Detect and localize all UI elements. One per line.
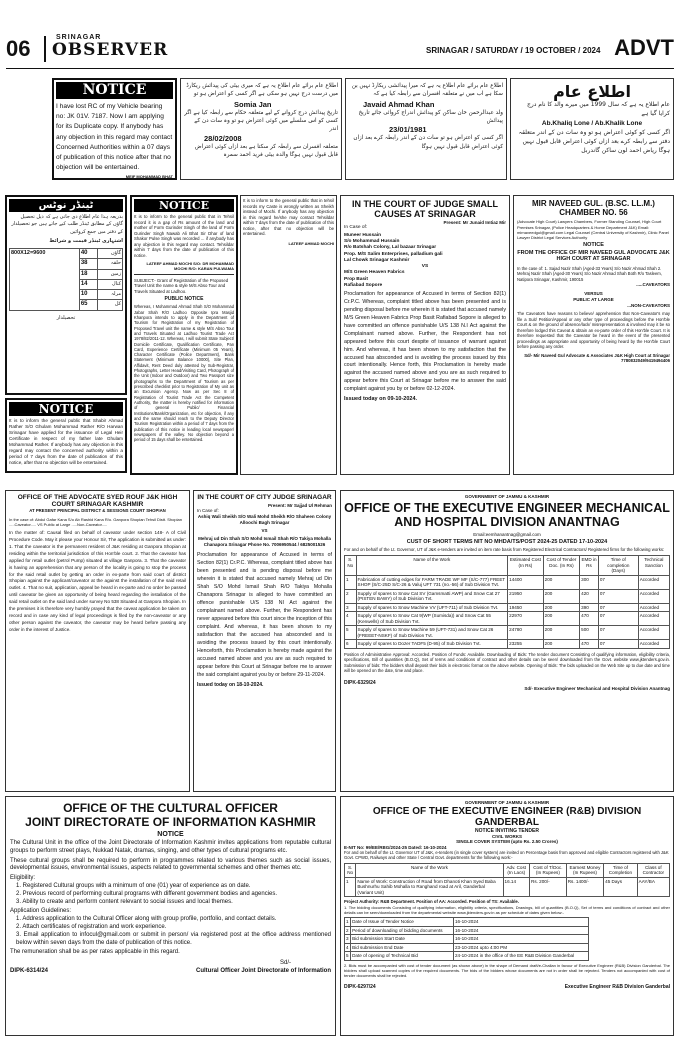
table-cell: 24-10-2024 in the office of the EE R&B Division Ganderbal bbox=[453, 952, 588, 961]
table-cell: 6 bbox=[345, 640, 357, 649]
table-row bbox=[345, 918, 589, 927]
table-cell: Supply of spares to Snow Machine VV (UFT-711) of Sub Division Tvt. bbox=[356, 603, 508, 612]
application-item: 1. Address application to the Cultural Officer along with group profile, portfolio, and contact details. bbox=[16, 916, 277, 923]
table-row bbox=[345, 603, 670, 612]
court-issued: Issued today on 18-10-2024. bbox=[197, 681, 264, 688]
cultural-footer bbox=[10, 968, 331, 974]
tender-ganderbal bbox=[340, 796, 674, 1036]
table-cell: Rs. 200/- bbox=[530, 877, 567, 897]
case-label: In Case of: bbox=[197, 508, 219, 514]
table-row bbox=[345, 640, 670, 649]
table-cell: Bid submission Start Date bbox=[351, 935, 454, 944]
tender-misc: Project Authority: R&B Department. Position of AA: Accorded. Position of TS: Available. bbox=[344, 899, 519, 905]
table-cell: Fabrication of cutting edges for FARM TRADE WF MF (S/C-777) FREET SHOP (S/C-25D S/C-26 & Valuj UFT 731 (no.-56) of Sub Division Tvt. bbox=[356, 575, 508, 589]
advocate-shopian bbox=[5, 490, 190, 792]
table-cell: Name of Work: Construction of Road from Dhanoti Khan Syed Baba Bushnurhu Sahib Mohalla to Ranghand road at Aril, Ganderbal (Variant Unit) bbox=[356, 877, 503, 897]
tender-value: 14 bbox=[79, 279, 97, 289]
tender-intro: For and on behalf of the Lt. Governor, UT of J&K e-tenders are invited on item rate basis from Registered Electrical Contractors/ Registered firms for the following works: bbox=[344, 546, 665, 552]
urdu-text: اگر کسی کو کوئی اعتراض ہو تو وہ سات دن کے اندر متعلقہ دفتر سے رابطہ کرے بعد ازاں کوئی اعتراض قابل قبول نہیں ہوگا ریاض احمد لون ساکن گاندربل bbox=[518, 129, 670, 154]
tender-table bbox=[344, 863, 670, 898]
table-cell: 07 bbox=[598, 626, 638, 640]
table-header: Cost of T/Doc. (In Rupees) bbox=[530, 863, 567, 877]
cultural-heading: NOTICE bbox=[157, 831, 184, 838]
versus-label: VS bbox=[421, 264, 429, 270]
tender-nit: CUST OF SHORT TERMS NIT NO MHDA/TS/POST 2024-25 DATED 17-10-2024 bbox=[406, 538, 608, 545]
tender-table bbox=[344, 555, 670, 649]
urdu-text: بذریعہ ہذا عام اطلاع دی جاتی ہے کہ ذیل تحصیل گاؤں کے مطابق ٹینڈر طلب کیے جاتے ہیں جو تحصیلدار کے دفتر میں جمع کروائیں bbox=[11, 214, 123, 235]
party2-name: M/S Green Heaven Fabrics bbox=[344, 270, 405, 276]
tender-label: مرلہ bbox=[97, 290, 122, 300]
public-notice-heading: PUBLIC NOTICE bbox=[164, 296, 204, 303]
tender-footer bbox=[344, 984, 670, 990]
tender-label: کل bbox=[97, 300, 122, 310]
table-cell: 420 bbox=[580, 589, 599, 603]
party1-name: Ashiq Wali Sheikh S/O Wali Mohd Sheikh R/O Shaheen Colony Alloochi Bagh Srinagar bbox=[197, 514, 332, 526]
gov-label: GOVERNMENT OF JAMMU & KASHMIR bbox=[464, 800, 550, 805]
notice-title: NOTICE bbox=[56, 82, 173, 99]
section-label: ADVT bbox=[614, 35, 674, 60]
court-present: Present: Mr Junaid Imtiaz Mir bbox=[443, 219, 506, 225]
table-cell: Accorded bbox=[638, 603, 669, 612]
party2-prop: Prop Basit bbox=[344, 276, 368, 282]
urdu-notice-khaliq bbox=[510, 78, 674, 180]
party2-address: Rafiabad Sopore bbox=[344, 282, 383, 288]
table-cell: 470 bbox=[580, 612, 599, 626]
table-row bbox=[345, 935, 589, 944]
court-body: Proclamation for appearance of Accused in terms of Section 82(1) Cr.P.C. Whereas, complaint titled above has been presented and is pending disposal before me wherein it is stated that accused namely Mehraj ud Din Shah S/O Mohd Ismail Shah R/O Takiya Mohalla Chanapora Srinagar is alleged to have committed an offence punishable U/S 138 NI Act against the complainant named above. Further, the Respondent has never appeared before this court since the inception of this complaint. And whereas, it has been shown to my satisfaction that the accused has absconded and is avoiding the process issued by this court intentionally. Henceforth, this Proclamation is hereby made against the accused named above and you are as such required to appear before this Court at Srinagar before me to answer the said complaint against you by or before 29-11-2024. bbox=[197, 551, 332, 679]
table-row bbox=[345, 877, 670, 897]
table-header: Technical Sanction bbox=[638, 556, 669, 576]
urdu-notice-somia bbox=[180, 78, 342, 180]
urdu-text: اشتہاری ٹینڈر قیمت و شرائط bbox=[49, 237, 123, 244]
masthead bbox=[6, 32, 674, 68]
table-cell: 470 bbox=[580, 640, 599, 649]
urdu-name: Javaid Ahmad Khan bbox=[363, 100, 435, 110]
caveat-parties: In the case of: 1. Sajad Nazir Shah (Aged-33 Years) S/o Nazir Ahmad Shah 2. Mehraj Nazir Shah (Aged-30 Years) S/o Nazir Ahmad Shah Both R/o Tasleem, Natipora Srinagar, Kashmir, 190015 bbox=[517, 265, 662, 282]
table-cell: 21950 bbox=[508, 589, 544, 603]
cultural-sd: Sd/- bbox=[279, 960, 291, 967]
advocate-office: FROM THE OFFICE OF MIR NAVEED GUL ADVOCATE J&K HIGH COURT AT SRINAGAR bbox=[517, 250, 670, 263]
urdu-tender-table bbox=[9, 248, 123, 311]
table-cell: Supply of spares to Snow Machine 59 (UFT-731) and Snow Cat 26 (FREEET-NSKF) of Sub Division Tvt. bbox=[356, 626, 508, 640]
table-cell: 4 bbox=[345, 612, 357, 626]
table-cell: Period of downloading of bidding documents bbox=[351, 926, 454, 935]
table-header: Name of the Work bbox=[356, 863, 503, 877]
caveat-parties: In the case of: Abdul Gafar Kana S/o Ab Rashid Kana R/o. Ganpora Shopian Tehsil Distt. Shopian .....Caveator..... VS Public at Large .....Non-Caveator..... bbox=[9, 516, 182, 528]
public-label: PUBLIC AT LARGE bbox=[573, 296, 614, 302]
notice-label: NOTICE bbox=[583, 242, 604, 249]
tender-nit: NOTICE INVITING TENDER bbox=[475, 828, 539, 834]
cultural-ref: DIPK-6314/24 bbox=[10, 968, 49, 975]
cultural-subtitle: JOINT DIRECTORATE OF INFORMATION KASHMIR bbox=[25, 815, 316, 829]
tender-signature: Sd/- Executive Engineer Mechanical and Hospital Division Anantnag bbox=[524, 685, 670, 691]
caveat-body: The Caveators have reasons to believe/ apprehension that Non-Caveator's may file a Suit/ Petition/Appeal or any other type of proceedings before the Hon'ble Court & on the ground of absence/lack/ misrepresentation & involved may it be so therefore lodged this Caveat & obtain an ex-parte order of this Hon'ble Court. It is therefore requested that the Caveator be heard in the event of the presented proceedings as appropriate and opportunity of being heard by the Hon'ble Court before passing any order. bbox=[517, 311, 670, 350]
tender-title: OFFICE OF THE EXECUTIVE ENGINEER MECHANICAL AND HOSPITAL DIVISION ANANTNAG bbox=[344, 501, 670, 530]
tender-ref: DIPK-6329/24 bbox=[344, 679, 376, 686]
notice-title: NOTICE bbox=[134, 199, 234, 212]
notice-title: NOTICE bbox=[9, 402, 123, 416]
table-cell: 1 bbox=[345, 918, 351, 927]
tender-label: زمین bbox=[97, 269, 122, 279]
application-item: 2. Attach certificates of registration and work experience. bbox=[16, 923, 167, 930]
table-cell: 07 bbox=[598, 612, 638, 626]
public-notice-travel bbox=[130, 195, 238, 475]
dateline: SRINAGAR / SATURDAY / 19 OCTOBER / 2024 bbox=[426, 46, 601, 55]
party2-name: Mehraj ud Din Shah S/O Mohd Ismail Shah R/O Takiya Mohalla Chanapora Srinagar Phone No. 7006950544 / 6825001526 bbox=[198, 535, 331, 547]
table-cell: Bid submission End Date bbox=[351, 943, 454, 952]
urdu-year: 1999 bbox=[590, 101, 607, 108]
table-cell: Supply of spares to Snow Cat 9(WP (Sumisda)) and Snow Cat 55 (Kenwells) of Sub Division Tvt. bbox=[356, 612, 508, 626]
table-cell: AAY/BA bbox=[637, 877, 669, 897]
table-cell: 390 bbox=[580, 603, 599, 612]
tender-value: 40 bbox=[79, 249, 97, 259]
urdu-date: 28/02/2008 bbox=[204, 133, 242, 143]
court-city-judge bbox=[193, 490, 336, 792]
caveat-naveed-gul bbox=[513, 195, 674, 475]
table-cell: 1 bbox=[345, 877, 356, 897]
urdu-text: متعلقہ افسران سے رابطہ کر سکتا ہے بعد ازاں کوئی اعتراض قابل قبول نہیں ہوگا والدہ بیٹی فرید احمد سمرہ bbox=[194, 143, 338, 158]
caveat-body: In the matter of: Causal filed on behalf of caveator under section 148- A of Civil Procedure Code. May it please your Honour Sir, The application is submitted as under: 1. That the caveator is the permanent resident of J&K residing at Ganpora Shopian at residing within the territorial jurisdiction of this Hon'ble court. 2. That the caveator has applied for retail outlet (petrol Pump) situated at village Ganpora. 3. That the caveator is having an apprehension that any person of the locality is going to stop the process for the said retail outlet by getting an order in ex-parte from said court of district Shopian against the applicant/caveator at the against the installation of the said retail outlet. 4. That no suit, application, appeal be heard in ex-parte and no order be passed until caveator be given an opportunity of being heard regarding the installation of the said retail outlet on the said land under survey No 538 Situated at Ganpora Shopian. In the premises it is therefore very humbly prayed that the caveat application be taken on record and in case any kind of legal proceedings is filed by the non-caveator or any other person against the caveator, the caveator may be heard before passing any order in the interest of Justice. bbox=[9, 530, 186, 632]
table-header: Class of Contractor bbox=[637, 863, 669, 877]
table-cell: 200 bbox=[543, 612, 579, 626]
table-header: Cost of Tender Doc. (In Rs) bbox=[543, 556, 579, 576]
table-header: Time of completion (Days) bbox=[598, 556, 638, 576]
urdu-tender-notice bbox=[5, 195, 127, 395]
tender-sub2: SINGLE COVER SYSTEM (upto Rs. 2.50 Crores) bbox=[456, 839, 558, 844]
tender-amount: 800X12=9600 bbox=[10, 249, 80, 311]
tender-label: گاؤں bbox=[97, 249, 122, 259]
table-cell: 24780 bbox=[508, 626, 544, 640]
court-present: Present: Mr Sajjad Ul Rehman bbox=[267, 503, 332, 509]
table-row bbox=[345, 575, 670, 589]
notice-subject: SUBJECT:- Grant of Registration of the Proposed Travel Unit the name & style M/S Abso Tour and Travels Situated at Ladhoo. bbox=[134, 277, 229, 294]
court-body: Proclamation for appearance of Accused in terms of Section 82(1) Cr.P.C. Whereas, complaint titled above has been presented and is pending disposal before me wherein it is stated that accused namely M/S Green Heaven Fabrics Prop Basit Rafiabad Sopore is alleged to have committed an offence punishable U/S 138 N.I Act against the Complainant named above. Further, the Respondent has not appeared before this court despite of issuance of warrant against him. And whereas, it has been shown to my satisfaction that the accused has absconded and is avoiding the process issued by this court intentionally. Hence forth, this Proclamation is hereby made against the accused named above and you are as such required to appear before this Court at Srinagar before me to answer the said complaint against you by or before 02-12-2024. bbox=[344, 291, 506, 393]
urdu-text: اگر کسی کو اعتراض ہو تو سات دن کے اندر رابطہ کرے بعد ازاں کوئی اعتراض قابل قبول نہیں ہوگا bbox=[353, 135, 503, 150]
notice-text: It is to inform to the general public that in tehsil records my Caste is wrongly written as Sheikh instead of Mochi. If anybody has any objection in this regard he/she may contact Tehsildar within 7 days from the date of publication of this notice, after that no objection will be entertained. bbox=[243, 198, 334, 237]
table-cell: 4 bbox=[345, 943, 351, 952]
table-cell: Supply of spares to Dozer TADF5 (D-95) of Sub Division Tvt. bbox=[356, 640, 508, 649]
court-title: IN THE COURT OF JUDGE SMALL CAUSES AT SRINAGAR bbox=[352, 199, 498, 220]
table-cell: 23255 bbox=[508, 640, 544, 649]
cultural-signature: Cultural Officer Joint Directorate of Information bbox=[195, 968, 331, 975]
tender-value: 10 bbox=[79, 290, 97, 300]
table-row bbox=[345, 926, 589, 935]
advocate-signature: Sd/- Mir Naveed Gul Advocate & Associates J&K High Court at Srinagar 7780832049/9419494406 bbox=[524, 352, 670, 363]
page-number: 06 bbox=[6, 36, 31, 61]
table-cell: 07 bbox=[598, 575, 638, 589]
urdu-text: اطلاع عام برائے عام اطلاع یہ ہے کہ میرا پیدائشی ریکارڈ نہیں بن سکا ہے اب میں نے متعلقہ افسران سے رابطہ کیا ہے کہ bbox=[351, 83, 503, 98]
tender-signature: Executive Engineer R&B Division Ganderbal bbox=[564, 984, 670, 991]
table-cell: 200 bbox=[543, 603, 579, 612]
table-cell: Accorded bbox=[638, 575, 669, 589]
tender-value: 65 bbox=[79, 300, 97, 310]
table-cell: 3 bbox=[345, 935, 351, 944]
urdu-text: تحصیلدار bbox=[56, 314, 76, 321]
cultural-title: OFFICE OF THE CULTURAL OFFICER bbox=[63, 801, 278, 815]
advocate-title: OFFICE OF THE ADVOCATE SYED ROUF J&K HIGH COURT SRINAGAR KASHMIR bbox=[17, 494, 178, 509]
tender-notes: Position of Administrative Approval: Accorded. Position of Funds: Available. Downloading of Bids: The tender document Consisting of qualifying information, eligibility criteria, specifications, Bill of quantities (B.O.Q), Set of terms and conditions of contract and other details can be seen/ downloaded from the Govt. website www.jktenders.gov.in. Submission of bids: The bidders shall deposit their bids in electronic format on the above website. Opening of Bids: The bids uploaded on the Web Site up to due date and time will be opened on the date, time and place. bbox=[344, 651, 670, 674]
table-row bbox=[345, 612, 670, 626]
table-cell: 5 bbox=[345, 626, 357, 640]
tender-conditions: 2. Bids must be accompanied with cost of tender document (as shown above) in the shape of Demand draft/e-Challan in favour of Executive Engineer (R&B) Division Ganderbal. The bidders shall upload scanned copies of the required documents. The bids of the bidders whose documents are not in order shall be rejected. Tenders not accompanied with cost of tender documents shall be rejected. bbox=[344, 962, 670, 979]
cultural-intro: The Cultural Unit in the office of the Joint Directorate of Information Kashmir invites applications from reputable cultural groups to perform street plays, Nukkad Natak, dramas, singing, and other types of cultural programs etc. bbox=[10, 840, 331, 854]
versus-label: VS bbox=[261, 528, 268, 533]
gov-label: GOVERNMENT OF JAMMU & KASHMIR bbox=[464, 494, 550, 499]
non-caveators-label: ...NON-CAVEATORS bbox=[627, 302, 670, 308]
cultural-office-notice bbox=[5, 796, 336, 1036]
table-cell: 16-10-2024 bbox=[453, 926, 588, 935]
application-item: 3. Email application to infocul@gmail.com or submit in person/ via registered post at the office address mentioned below within seven days from the date of publication of this notice. bbox=[16, 931, 331, 946]
tender-label: حلقہ bbox=[97, 259, 122, 269]
header-rule bbox=[6, 68, 674, 69]
table-header: Name of the Work bbox=[356, 556, 508, 576]
table-header: Time of Completion bbox=[604, 863, 637, 877]
urdu-notice-javaid bbox=[345, 78, 507, 180]
table-cell: Accorded bbox=[638, 640, 669, 649]
table-header: Estimated Cost (In Rs) bbox=[508, 556, 544, 576]
table-cell: 07 bbox=[598, 640, 638, 649]
table-row bbox=[345, 589, 670, 603]
table-cell: Date of Issue of Tender Notice bbox=[351, 918, 454, 927]
advocate-sub: AT PRESENT PRINCIPAL DISTRICT & SESSIONS COURT SHOPIAN bbox=[29, 507, 166, 513]
party1-name: Muneer Hussain bbox=[344, 232, 382, 238]
notice-signature: LATEEF AHMAD MOCHI bbox=[288, 241, 334, 247]
tender-email: Email:eemhanantnag@gmail.com bbox=[473, 531, 541, 537]
table-cell: 45 Days bbox=[604, 877, 637, 897]
table-cell: 1 bbox=[345, 575, 357, 589]
masthead-separator bbox=[44, 36, 46, 62]
table-cell: 19450 bbox=[508, 603, 544, 612]
party1-so: S/o Mohammad Hussain bbox=[344, 239, 400, 245]
table-cell: 5 bbox=[345, 952, 351, 961]
eligibility-heading: Eligibility: bbox=[10, 875, 36, 882]
caveators-label: .....CAVEATORS bbox=[636, 282, 670, 288]
tender-intro: For and on behalf of the Lt. Governor UT of J&K, e-tenders (in single cover system) are invited on Percentage basis from approved and eligible Contractors registered with J&K Govt. CPWD, Railways and other State / Central Govt. departments for the following work:- bbox=[344, 850, 669, 861]
party1-address: R/o Batshah Colony, Lal bazaar Srinagar bbox=[344, 245, 437, 251]
table-row bbox=[345, 943, 589, 952]
table-cell: 16.14 bbox=[503, 877, 529, 897]
table-cell: 200 bbox=[543, 589, 579, 603]
urdu-text: تاریخ پیدائش درج کروانے کے لیے متعلقہ حکام سے رابطہ کیا ہے اگر کسی کو اس سلسلے میں کوئی اعتراض ہو تو وہ سات دن کے اندر bbox=[184, 110, 338, 133]
table-cell: 16-10-2024 bbox=[453, 918, 588, 927]
table-header: EMD in Rs bbox=[580, 556, 599, 576]
urdu-notice-title: اطلاع عام bbox=[553, 82, 631, 101]
notice-body: It is to inform to the general public that in Tehsil record it is a gap of Rs amount of the land and mother of Form Gurinder Singh of the land of Form Gurinder Singh Nawab Ali Bhat Sir Dhar of land Shakor Pulse Singh was recorded ... if anybody has any objection in this regard may contact. Tehsildar within 7 days from the date of publication of this notice. bbox=[134, 214, 234, 259]
urdu-tender-title: ٹینڈر نوٹس bbox=[9, 199, 123, 212]
eligibility-item: 1. Registered Cultural groups with a minimum of one (01) year of experience as on date. bbox=[16, 882, 251, 889]
table-cell: Accorded bbox=[638, 612, 669, 626]
table-cell: 07 bbox=[598, 589, 638, 603]
tender-dated: E-NIT No: 99/EE/RBG/2024-25 Dated: 16-10-2024 bbox=[344, 845, 447, 850]
remuneration-note: The remuneration shall be as per rates applicable in this regard. bbox=[10, 949, 180, 956]
tender-dates-table bbox=[344, 917, 589, 961]
table-cell: Rs. 1400/- bbox=[566, 877, 603, 897]
table-cell: 200 bbox=[543, 626, 579, 640]
notice-lost-rc bbox=[52, 78, 177, 180]
application-heading: Application Guidelines: bbox=[10, 908, 72, 915]
table-header: Earnest Money (In Rupees) bbox=[566, 863, 603, 877]
table-cell: Accorded bbox=[638, 589, 669, 603]
tender-sub: CIVIL WORKS bbox=[492, 834, 522, 839]
tender-terms: 1. The bidding documents Consisting of qualifying information, eligibility criteria, specifications, Drawings, bill of quantities (B.O.Q), Set of terms and conditions of contract and other details can be seen/downloaded from the departmental website www.jktenders.gov.in as per schedule of dates given below:- bbox=[344, 904, 670, 916]
table-header: Adv. Cost (In Lacs) bbox=[503, 863, 529, 877]
tender-anantnag bbox=[340, 490, 674, 792]
table-cell: 23-10-2024 upto 4:00 PM bbox=[453, 943, 588, 952]
table-cell: 2 bbox=[345, 589, 357, 603]
urdu-name: Somia Jan bbox=[234, 100, 272, 110]
table-cell: 07 bbox=[598, 603, 638, 612]
tender-title: OFFICE OF THE EXECUTIVE ENGINEER (R&B) DIVISION GANDERBAL bbox=[372, 806, 642, 828]
tender-label: کنال bbox=[97, 279, 122, 289]
table-header: S. No bbox=[345, 863, 356, 877]
advocate-title: MIR NAVEED GUL. (B.SC. LL.M.) CHAMBER NO. 56 bbox=[532, 199, 655, 218]
table-cell: 300 bbox=[580, 575, 599, 589]
table-cell: Accorded bbox=[638, 626, 669, 640]
party1-address2: Lal Chowk Srinagar Kashmir bbox=[344, 257, 410, 263]
table-row bbox=[345, 626, 670, 640]
tender-ref: DIPK-6297/24 bbox=[344, 984, 376, 991]
court-title: IN THE COURT OF CITY JUDGE SRINAGAR bbox=[197, 494, 332, 501]
party1-prop: Prop. M/S Salim Enterprises, palladium gali bbox=[344, 251, 443, 257]
court-small-causes bbox=[340, 195, 510, 475]
notice-body: It is to inform the general public that Shabir Ahmad Rather S/O Ghulam Mohammad Rather R/O Harwan Srinagar have applied for the issuance of Legal Heir Certificate in respect of my father late Ghulam Mohammad Rather. If anybody has any objection in this regard may contact the concerned authority within a period of 7 days from the date of publication of this notice, after that no objection will be entertained. bbox=[9, 418, 123, 465]
tender-value: 38 bbox=[79, 259, 97, 269]
urdu-text: عام اطلاع یہ ہے کہ سال 1999 میں میرے والد کا نام درج کرایا گیا ہے bbox=[526, 101, 670, 117]
brand-city: SRINAGAR bbox=[56, 34, 102, 41]
case-label: In Case of: bbox=[344, 224, 368, 230]
table-cell: 22970 bbox=[508, 612, 544, 626]
eligibility-item: 2. Previous record of performing cultural programs with different government bodies and agencies. bbox=[16, 890, 278, 897]
table-cell: 3 bbox=[345, 603, 357, 612]
table-cell: 2 bbox=[345, 926, 351, 935]
table-cell: 200 bbox=[543, 640, 579, 649]
table-cell: 14400 bbox=[508, 575, 544, 589]
notice-signature: LATEEF AHMAD MOCHI S/O: DR MOHAMMAD MOCHI R/O: KARAN PULWAMA bbox=[146, 260, 234, 271]
urdu-text: ولد عبدالرحمن خان ساکن کو پیدائش اندراج کروائی جائے تاریخ پیدائش bbox=[358, 110, 503, 125]
table-cell: Supply of spares to Snow Cat SV (Gamsmatti AWP) and Snow Cat 27 (PISTEN BAWY) of Sub Division Tvt. bbox=[356, 589, 508, 603]
public-notice-body: Whereas, I Mohammad Ahmad Shah S/O Mohammad Jabar Shah R/O Ladhoo Opposite Ipra Masjid Khanpora intends to apply in the Department of Tourism for Registration of my Registration of Proposed Travel unit the name & style M/S Abso Tour and Travels Situated at Ladhoo Tourist Trade Act 1978/82/2011-12. Whereas, I will submit State Subject/ Domicile Certificate, Qualification Certificate, Pan Card, Experience Certificate (Minimum 05 Years), Character Certificate (Police Department), Bank Statement (Minimum Balance 10000), Site Plan, Affidavit, Rent Deed duly attested by Sub-Registrar, Photographs, Letter Head/Visiting Card, Photograph of the Unit (Indoor and Outdoor) and Two Passport size photographs to the Department of Tourism as per prescribed checklist prior to Registration of My unit as an Excursion Agency. Now as per Sec 8 of Registration of Tourist Trade Act the Competent Authority, the matter is hereby notified for information of general Public/ Financial Institutions/Bank/Organization, etc for objection, if any and the same should reach to the Deputy Director Tourism Registration within a period of 7 days from the publication of this notice in leading local newspaper/ newspapers of the valley. No objection beyond a period of 15 days shall be entertained. bbox=[134, 304, 234, 443]
court-issued: Issued today on 09-10-2024. bbox=[344, 396, 418, 403]
versus-label: VERSUS bbox=[584, 290, 603, 296]
table-cell: 16-10-2024 bbox=[453, 935, 588, 944]
table-cell: 500 bbox=[580, 626, 599, 640]
urdu-names: Ab.Khaliq Lone / Ab.Khalik Lone bbox=[541, 120, 643, 128]
notice-separator-column bbox=[240, 195, 337, 475]
table-row bbox=[345, 952, 589, 961]
urdu-date: 23/01/1981 bbox=[389, 125, 427, 135]
notice-signature: MEIF MOHAMMAD BHAT bbox=[125, 173, 173, 179]
notice-legal-heir bbox=[5, 398, 127, 473]
tender-value: 18 bbox=[79, 269, 97, 279]
urdu-text: اطلاع عام برائے عام اطلاع یہ ہے کہ میری بیٹی کی پیدائش ریکارڈ میں درست درج نہیں ہو سکی ہے اگر کسی کو اعتراض ہو تو bbox=[186, 83, 338, 98]
table-header: S. No bbox=[345, 556, 357, 576]
advocate-details: (Advocate High Court) Lawyers Chambers, Former Standing Counsel, High Court Premises Srinagar, (Police Headquarters & Home Department J&K) Email: mirnaveedgul@gmail.com Legal Counsel (Central University of Kashmir), Clinic Panel Lawyer District Legal Services Authority bbox=[517, 219, 669, 240]
brand-name: OBSERVER bbox=[52, 40, 169, 60]
cultural-themes: These cultural groups shall be required to perform in programmes related to various themes such as social issues, developmental issues, environmental issues, aspects related to governmental schemes and other themes etc. bbox=[10, 857, 331, 872]
table-cell: Date of opening of Technical Bid bbox=[351, 952, 454, 961]
eligibility-item: 3. Ability to create and perform content relevant to social issues and local themes. bbox=[16, 898, 233, 905]
table-cell: 200 bbox=[543, 575, 579, 589]
notice-body: I have lost RC of my Vehicle bearing no: JK 01V. 7187. Now I am applying for its Duplicate copy. If anybody has any objection in this regard may contact Concerned Authorities within a 07 days of publication of this notice after that no objection will be entertained. bbox=[56, 103, 173, 172]
